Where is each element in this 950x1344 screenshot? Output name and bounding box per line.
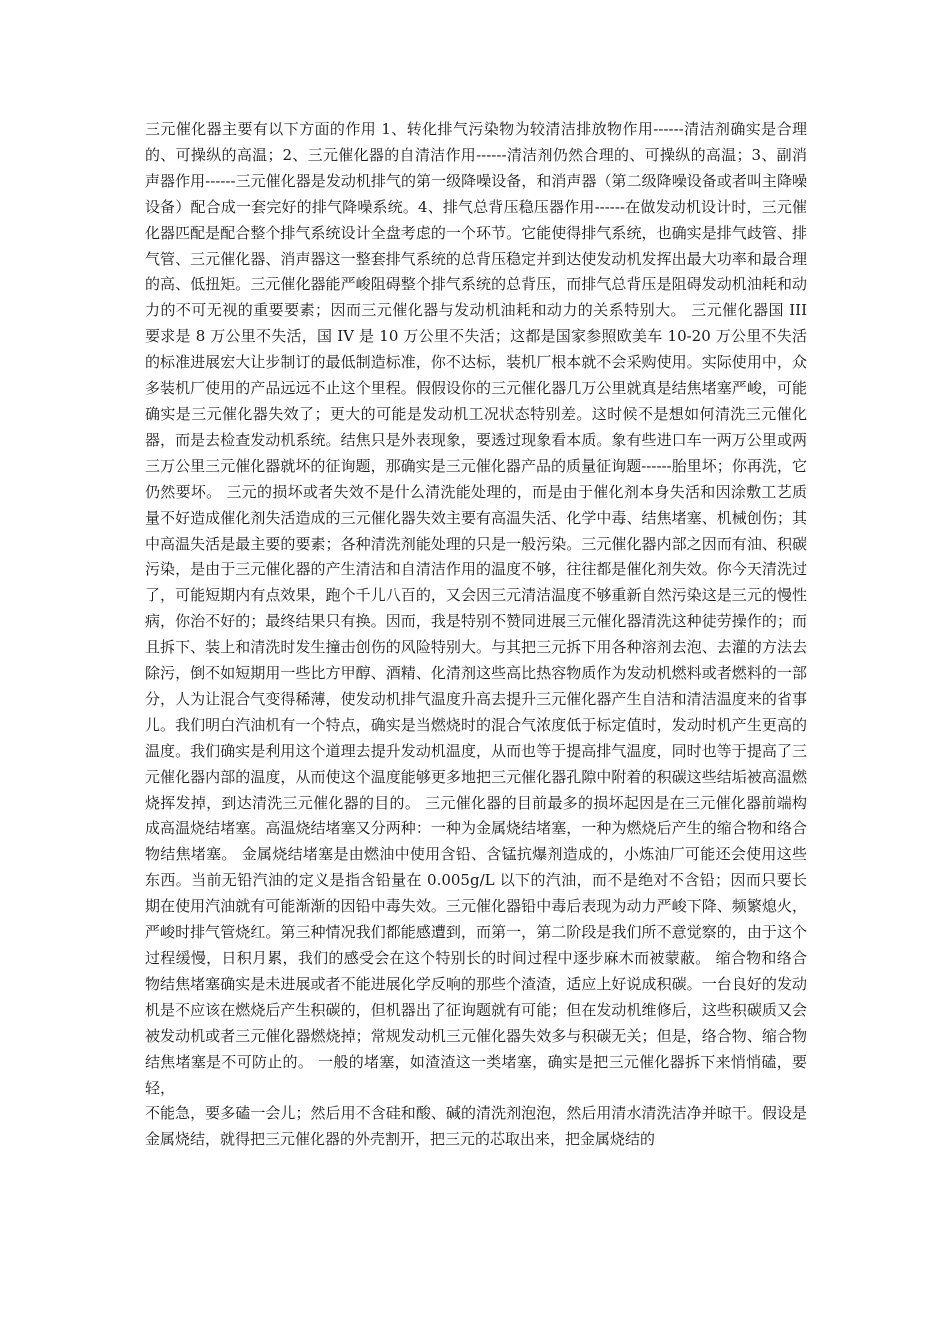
- document-page: [145, 117, 807, 1153]
- body-paragraph-1: 三元催化器主要有以下方面的作用 1、转化排气污染物为较清洁排放物作用------清洁剂确实是合理的、可操纵的高温；2、三元催化器的自清洁作用------清洁剂仍然合理的、可操纵的高温；3、副消声器作用------三元催化器是发动机排气的第一级降噪设备，和消声器（第二级降噪设备或者叫主降噪设备）配合成一套完好的排气降噪系统。4、排气总背压稳压器作用------在做发动机设计时，三元催化器匹配是配合整个排气系统设计全盘考虑的一个环节。它能使得排气系统，也确实是排气歧管、排气管、三元催化器、消声器这一整套排气系统的总背压稳定并到达使发动机发挥出最大功率和最合理的高、低扭矩。三元催化器能严峻阻碍整个排气系统的总背压，而排气总背压是阻碍发动机油耗和动力的不可无视的重要要素；因而三元催化器与发动机油耗和动力的关系特别大。 三元催化器国 III 要求是 8 万公里不失活，国 IV 是 10 万公里不失活；这都是国家参照欧美车 10-20 万公里不失活的标准进展宏大让步制订的最低制造标准，你不达标，装机厂根本就不会采购使用。实际使用中，众多装机厂使用的产品远远不止这个里程。假假设你的三元催化器几万公里就真是结焦堵塞严峻，可能确实是三元催化器失效了；更大的可能是发动机工况状态特别差。这时候不是想如何清洗三元催化器，而是去检查发动机系统。结焦只是外表现象，要透过现象看本质。象有些进口车一两万公里或两三万公里三元催化器就坏的征询题，那确实是三元催化器产品的质量征询题------胎里坏；你再洗，它仍然要坏。 三元的损坏或者失效不是什么清洗能处理的，而是由于催化剂本身失活和因涂敷工艺质量不好造成催化剂失活造成的三元催化器失效主要有高温失活、化学中毒、结焦堵塞、机械创伤；其中高温失活是最主要的要素；各种清洗剂能处理的只是一般污染。三元催化器内部之因而有油、积碳污染，是由于三元催化器的产生清洁和自清洁作用的温度不够，往往都是催化剂失效。你今天清洗过了，可能短期内有点效果，跑个千儿八百的，又会因三元清洁温度不够重新自然污染这是三元的慢性病，你治不好的；最终结果只有换。因而，我是特别不赞同进展三元催化器清洗这种徒劳操作的；而且拆下、装上和清洗时发生撞击创伤的风险特别大。与其把三元拆下用各种溶剂去泡、去灌的方法去除污，倒不如短期用一些比方甲醇、酒精、化清剂这些高比热容物质作为发动机燃料或者燃料的一部分，人为让混合气变得稀薄，使发动机排气温度升高去提升三元催化器产生自洁和清洁温度来的省事儿。我们明白汽油机有一个特点，确实是当燃烧时的混合气浓度低于标定值时，发动时机产生更高的温度。我们确实是利用这个道理去提升发动机温度，从而也等于提高排气温度，同时也等于提高了三元催化器内部的温度，从而使这个温度能够更多地把三元催化器孔隙中附着的积碳这些结垢被高温燃烧挥发掉，到达清洗三元催化器的目的。 三元催化器的目前最多的损坏起因是在三元催化器前端构成高温烧结堵塞。高温烧结堵塞又分两种：一种为金属烧结堵塞，一种为燃烧后产生的缩合物和络合物结焦堵塞。 金属烧结堵塞是由燃油中使用含铅、含锰抗爆剂造成的，小炼油厂可能还会使用这些东西。当前无铅汽油的定义是指含铅量在 0.005g/L 以下的汽油，而不是绝对不含铅；因而只要长期在使用汽油就有可能渐渐的因铅中毒失效。三元催化器铅中毒后表现为动力严峻下降、频繁熄火，严峻时排气管烧红。第三种情况我们都能感遭到，而第一，第二阶段是我们所不意觉察的，由于这个过程缓慢，日积月累，我们的感受会在这个特别长的时间过程中逐步麻木而被蒙蔽。 缩合物和络合物结焦堵塞确实是未进展或者不能进展化学反响的那些个渣渣，适应上好说成积碳。一台良好的发动机是不应该在燃烧后产生积碳的，但机器出了征询题就有可能；但在发动机维修后，这些积碳质又会被发动机或者三元催化器燃烧掉；常规发动机三元催化器失效多与积碳无关；但是，络合物、缩合物结焦堵塞是不可防止的。 一般的堵塞，如渣渣这一类堵塞，确实是把三元催化器拆下来悄悄磕，要轻，: [145, 120, 807, 1097]
- body-paragraph-2: 不能急，要多磕一会儿；然后用不含硅和酸、碱的清洗剂泡泡，然后用清水清洗洁净并晾干。假设是金属烧结，就得把三元催化器的外壳割开，把三元的芯取出来，把金属烧结的: [145, 1104, 807, 1149]
